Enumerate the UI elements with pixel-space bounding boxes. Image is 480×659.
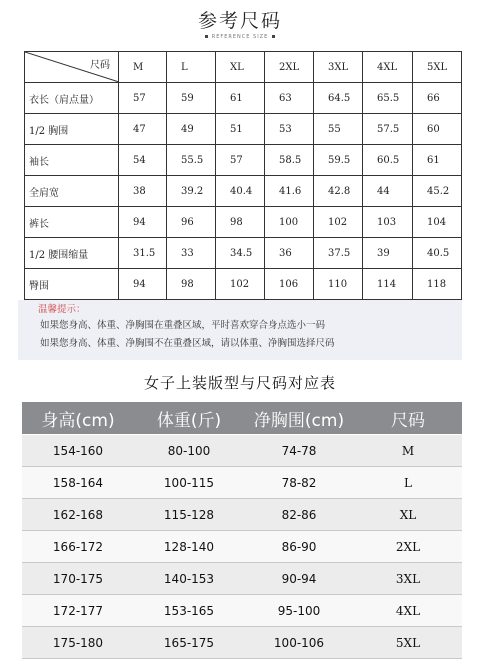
reference-value-cell: 175-180 bbox=[22, 627, 134, 659]
reference-value-cell: 100-106 bbox=[244, 627, 354, 659]
subtitle-text: REFERENCE SIZE bbox=[211, 34, 269, 40]
size-table-row bbox=[25, 176, 462, 207]
size-value-cell: 42.8 bbox=[314, 176, 363, 207]
reference-value-cell: 90-94 bbox=[244, 563, 354, 595]
size-value-cell: 58.5 bbox=[265, 145, 314, 176]
size-value-cell: 114 bbox=[363, 269, 413, 300]
size-column-header: L bbox=[167, 52, 216, 83]
size-value-cell: 44 bbox=[363, 176, 413, 207]
size-value-cell: 53 bbox=[265, 114, 314, 145]
reference-value-cell: 166-172 bbox=[22, 531, 134, 563]
reference-column-header: 尺码 bbox=[354, 402, 462, 435]
size-value-cell: 104 bbox=[413, 207, 462, 238]
size-row-label: 袖长 bbox=[25, 145, 119, 176]
size-row-label: 臀围 bbox=[25, 269, 119, 300]
size-row-label: 全肩宽 bbox=[25, 176, 119, 207]
size-table-row bbox=[25, 207, 462, 238]
size-column-header: M bbox=[119, 52, 167, 83]
size-value-cell: 34.5 bbox=[216, 238, 265, 269]
size-value-cell: 54 bbox=[119, 145, 167, 176]
size-value-cell: 60.5 bbox=[363, 145, 413, 176]
reference-table-row bbox=[22, 499, 462, 531]
size-value-cell: 60 bbox=[413, 114, 462, 145]
size-value-cell: 55.5 bbox=[167, 145, 216, 176]
reference-table-row bbox=[22, 563, 462, 595]
reference-value-cell: 5XL bbox=[354, 627, 462, 659]
reference-value-cell: 170-175 bbox=[22, 563, 134, 595]
page-title: 参考尺码 bbox=[197, 10, 282, 32]
size-value-cell: 110 bbox=[314, 269, 363, 300]
size-column-header: 4XL bbox=[363, 52, 413, 83]
size-value-cell: 45.2 bbox=[413, 176, 462, 207]
reference-table-title: 女子上装版型与尺码对应表 bbox=[143, 374, 336, 392]
reference-value-cell: 4XL bbox=[354, 595, 462, 627]
tips-line-1: 如果您身高、体重、净胸围在重叠区域，平时喜欢穿合身点选小一码 bbox=[40, 320, 326, 331]
size-measurement-table bbox=[24, 51, 462, 300]
reference-table-header-row bbox=[22, 402, 462, 435]
size-value-cell: 94 bbox=[119, 269, 167, 300]
reference-value-cell: 158-164 bbox=[22, 467, 134, 499]
square-bullet-icon bbox=[272, 35, 275, 38]
reference-value-cell: 140-153 bbox=[134, 563, 244, 595]
size-table-header-row bbox=[25, 52, 462, 83]
size-value-cell: 49 bbox=[167, 114, 216, 145]
reference-table-row bbox=[22, 595, 462, 627]
size-value-cell: 118 bbox=[413, 269, 462, 300]
size-value-cell: 103 bbox=[363, 207, 413, 238]
reference-value-cell: 115-128 bbox=[134, 499, 244, 531]
size-value-cell: 61 bbox=[216, 83, 265, 114]
size-table-corner-cell bbox=[25, 52, 119, 83]
size-row-label: 裤长 bbox=[25, 207, 119, 238]
size-value-cell: 57.5 bbox=[363, 114, 413, 145]
size-value-cell: 31.5 bbox=[119, 238, 167, 269]
reference-column-header: 净胸围(cm) bbox=[244, 402, 354, 435]
reference-value-cell: 172-177 bbox=[22, 595, 134, 627]
size-value-cell: 40.4 bbox=[216, 176, 265, 207]
reference-table-row bbox=[22, 435, 462, 467]
reference-table-row bbox=[22, 531, 462, 563]
size-row-label: 1/2 腰围缩量 bbox=[25, 238, 119, 269]
size-row-label: 衣长（肩点量） bbox=[25, 83, 119, 114]
tips-line-2: 如果您身高、体重、净胸围不在重叠区域，请以体重、净胸围选择尺码 bbox=[40, 338, 335, 349]
size-value-cell: 40.5 bbox=[413, 238, 462, 269]
size-value-cell: 66 bbox=[413, 83, 462, 114]
reference-column-header: 体重(斤) bbox=[134, 402, 244, 435]
size-reference-table bbox=[22, 402, 462, 659]
reference-value-cell: 128-140 bbox=[134, 531, 244, 563]
size-value-cell: 63 bbox=[265, 83, 314, 114]
reference-value-cell: 74-78 bbox=[244, 435, 354, 467]
size-value-cell: 38 bbox=[119, 176, 167, 207]
size-value-cell: 55 bbox=[314, 114, 363, 145]
reference-table-row bbox=[22, 627, 462, 659]
size-value-cell: 102 bbox=[216, 269, 265, 300]
size-value-cell: 94 bbox=[119, 207, 167, 238]
size-column-header: 5XL bbox=[413, 52, 462, 83]
reference-value-cell: 100-115 bbox=[134, 467, 244, 499]
square-bullet-icon bbox=[205, 35, 208, 38]
size-value-cell: 47 bbox=[119, 114, 167, 145]
size-column-header: 2XL bbox=[265, 52, 314, 83]
reference-value-cell: 80-100 bbox=[134, 435, 244, 467]
size-value-cell: 65.5 bbox=[363, 83, 413, 114]
page-subtitle bbox=[0, 34, 480, 40]
size-value-cell: 41.6 bbox=[265, 176, 314, 207]
size-value-cell: 106 bbox=[265, 269, 314, 300]
reference-value-cell: 86-90 bbox=[244, 531, 354, 563]
size-value-cell: 64.5 bbox=[314, 83, 363, 114]
size-value-cell: 39.2 bbox=[167, 176, 216, 207]
reference-value-cell: L bbox=[354, 467, 462, 499]
size-value-cell: 57 bbox=[216, 145, 265, 176]
size-table-row bbox=[25, 114, 462, 145]
size-value-cell: 51 bbox=[216, 114, 265, 145]
reference-value-cell: 165-175 bbox=[134, 627, 244, 659]
size-table-row bbox=[25, 238, 462, 269]
reference-value-cell: 3XL bbox=[354, 563, 462, 595]
size-table-row bbox=[25, 83, 462, 114]
reference-value-cell: 82-86 bbox=[244, 499, 354, 531]
reference-value-cell: 2XL bbox=[354, 531, 462, 563]
size-table-row bbox=[25, 145, 462, 176]
reference-column-header: 身高(cm) bbox=[22, 402, 134, 435]
tips-heading: 温馨提示： bbox=[38, 304, 86, 315]
reference-value-cell: M bbox=[354, 435, 462, 467]
size-value-cell: 59.5 bbox=[314, 145, 363, 176]
size-value-cell: 59 bbox=[167, 83, 216, 114]
size-value-cell: 57 bbox=[119, 83, 167, 114]
reference-value-cell: 154-160 bbox=[22, 435, 134, 467]
size-value-cell: 39 bbox=[363, 238, 413, 269]
size-value-cell: 100 bbox=[265, 207, 314, 238]
size-value-cell: 96 bbox=[167, 207, 216, 238]
size-value-cell: 61 bbox=[413, 145, 462, 176]
size-value-cell: 36 bbox=[265, 238, 314, 269]
size-value-cell: 37.5 bbox=[314, 238, 363, 269]
size-table-corner-label: 尺码 bbox=[90, 60, 110, 71]
size-column-header: 3XL bbox=[314, 52, 363, 83]
reference-value-cell: 162-168 bbox=[22, 499, 134, 531]
reference-value-cell: 78-82 bbox=[244, 467, 354, 499]
size-value-cell: 98 bbox=[216, 207, 265, 238]
reference-value-cell: 95-100 bbox=[244, 595, 354, 627]
size-value-cell: 102 bbox=[314, 207, 363, 238]
page-header bbox=[0, 0, 480, 52]
reference-value-cell: XL bbox=[354, 499, 462, 531]
size-value-cell: 98 bbox=[167, 269, 216, 300]
size-column-header: XL bbox=[216, 52, 265, 83]
reference-value-cell: 153-165 bbox=[134, 595, 244, 627]
tips-box bbox=[18, 300, 462, 360]
size-table-row bbox=[25, 269, 462, 300]
size-value-cell: 33 bbox=[167, 238, 216, 269]
size-row-label: 1/2 胸围 bbox=[25, 114, 119, 145]
reference-table-row bbox=[22, 467, 462, 499]
